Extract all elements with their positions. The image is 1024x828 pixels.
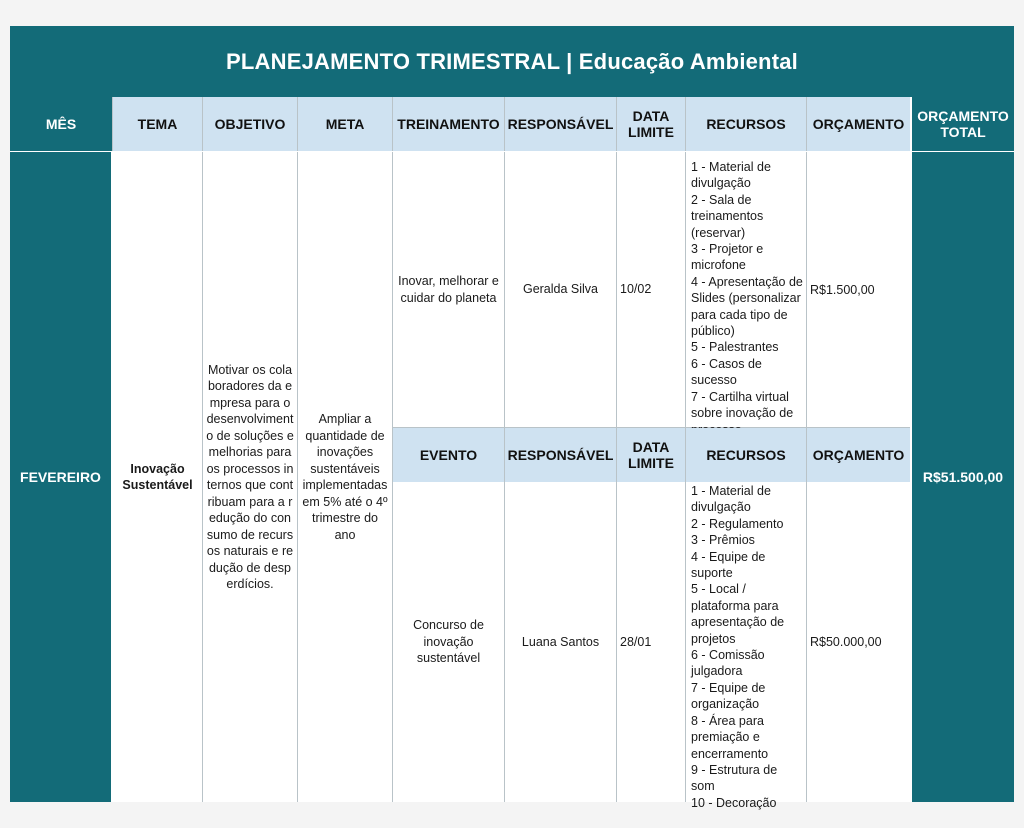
header-mes: MÊS	[10, 97, 113, 151]
evento-nome: Concurso de inovação sustentável	[393, 482, 505, 802]
list-item: 1 - Material de divulgação	[691, 160, 771, 191]
treinamento-responsavel: Geralda Silva	[505, 152, 617, 428]
list-item: 6 - Comissão julgadora	[691, 648, 765, 679]
list-item: 9 - Estrutura de som	[691, 762, 778, 794]
header-orcamento: ORÇAMENTO	[807, 97, 910, 151]
objetivo-cell: Motivar os colaboradores da empresa para o desenvolvimento de soluções e melhorias para os processos internos que contribuam para a redução do consumo de recursos naturais e redução de desperdícios.	[203, 152, 298, 802]
list-item: 7 - Equipe de organização	[691, 680, 766, 712]
header-tema: TEMA	[113, 97, 203, 151]
header-evento-orcamento: ORÇAMENTO	[807, 428, 910, 482]
list-item: 6 - Casos de sucesso	[691, 356, 762, 388]
header-orcamento-total: ORÇAMENTO TOTAL	[910, 97, 1014, 151]
list-item: 4 - Equipe de suporte	[691, 549, 766, 581]
header-data-limite: DATA LIMITE	[617, 97, 686, 151]
list-item: 5 - Palestrantes	[691, 340, 779, 355]
tema-cell: Inovação Sustentável	[113, 152, 203, 802]
list-item: 3 - Prêmios	[691, 533, 755, 548]
orcamento-total-cell: R$51.500,00	[910, 152, 1014, 802]
list-item: 10 - Decoração	[691, 795, 777, 810]
list-item: 8 - Área para premiação e encerramento	[691, 713, 769, 761]
list-item: 4 - Apresentação de Slides (personalizar para cada tipo de público)	[691, 274, 803, 339]
header-recursos: RECURSOS	[686, 97, 807, 151]
month-cell: FEVEREIRO	[10, 152, 113, 802]
treinamento-orcamento: R$1.500,00	[807, 152, 910, 428]
planning-table	[10, 26, 1014, 810]
header-treinamento: TREINAMENTO	[393, 97, 505, 151]
evento-recursos	[686, 482, 807, 810]
header-evento: EVENTO	[393, 428, 505, 482]
evento-orcamento: R$50.000,00	[807, 482, 910, 802]
list-item: 3 - Projetor e microfone	[691, 242, 764, 273]
header-objetivo: OBJETIVO	[203, 97, 298, 151]
header-meta: META	[298, 97, 393, 151]
treinamento-nome: Inovar, melhorar e cuidar do planeta	[393, 152, 505, 428]
list-item: 2 - Regulamento	[691, 516, 784, 531]
evento-data-limite: 28/01	[617, 482, 686, 802]
page-title: PLANEJAMENTO TRIMESTRAL | Educação Ambiental	[10, 26, 1014, 97]
header-evento-data-limite: DATA LIMITE	[617, 428, 686, 482]
header-evento-recursos: RECURSOS	[686, 428, 807, 482]
header-responsavel: RESPONSÁVEL	[505, 97, 617, 151]
list-item: 1 - Material de divulgação	[691, 484, 771, 515]
meta-cell: Ampliar a quantidade de inovações sustentáveis implementadas em 5% até o 4º trimestre do ano	[298, 152, 393, 802]
treinamento-data-limite: 10/02	[617, 152, 686, 428]
list-item: 7 - Cartilha virtual sobre inovação de	[691, 389, 794, 421]
treinamento-recursos	[686, 152, 807, 428]
header-evento-responsavel: RESPONSÁVEL	[505, 428, 617, 482]
list-item: 2 - Sala de treinamentos (reservar)	[691, 192, 764, 240]
evento-responsavel: Luana Santos	[505, 482, 617, 802]
list-item: 5 - Local / plataforma para apresentação de projetos	[691, 582, 785, 646]
